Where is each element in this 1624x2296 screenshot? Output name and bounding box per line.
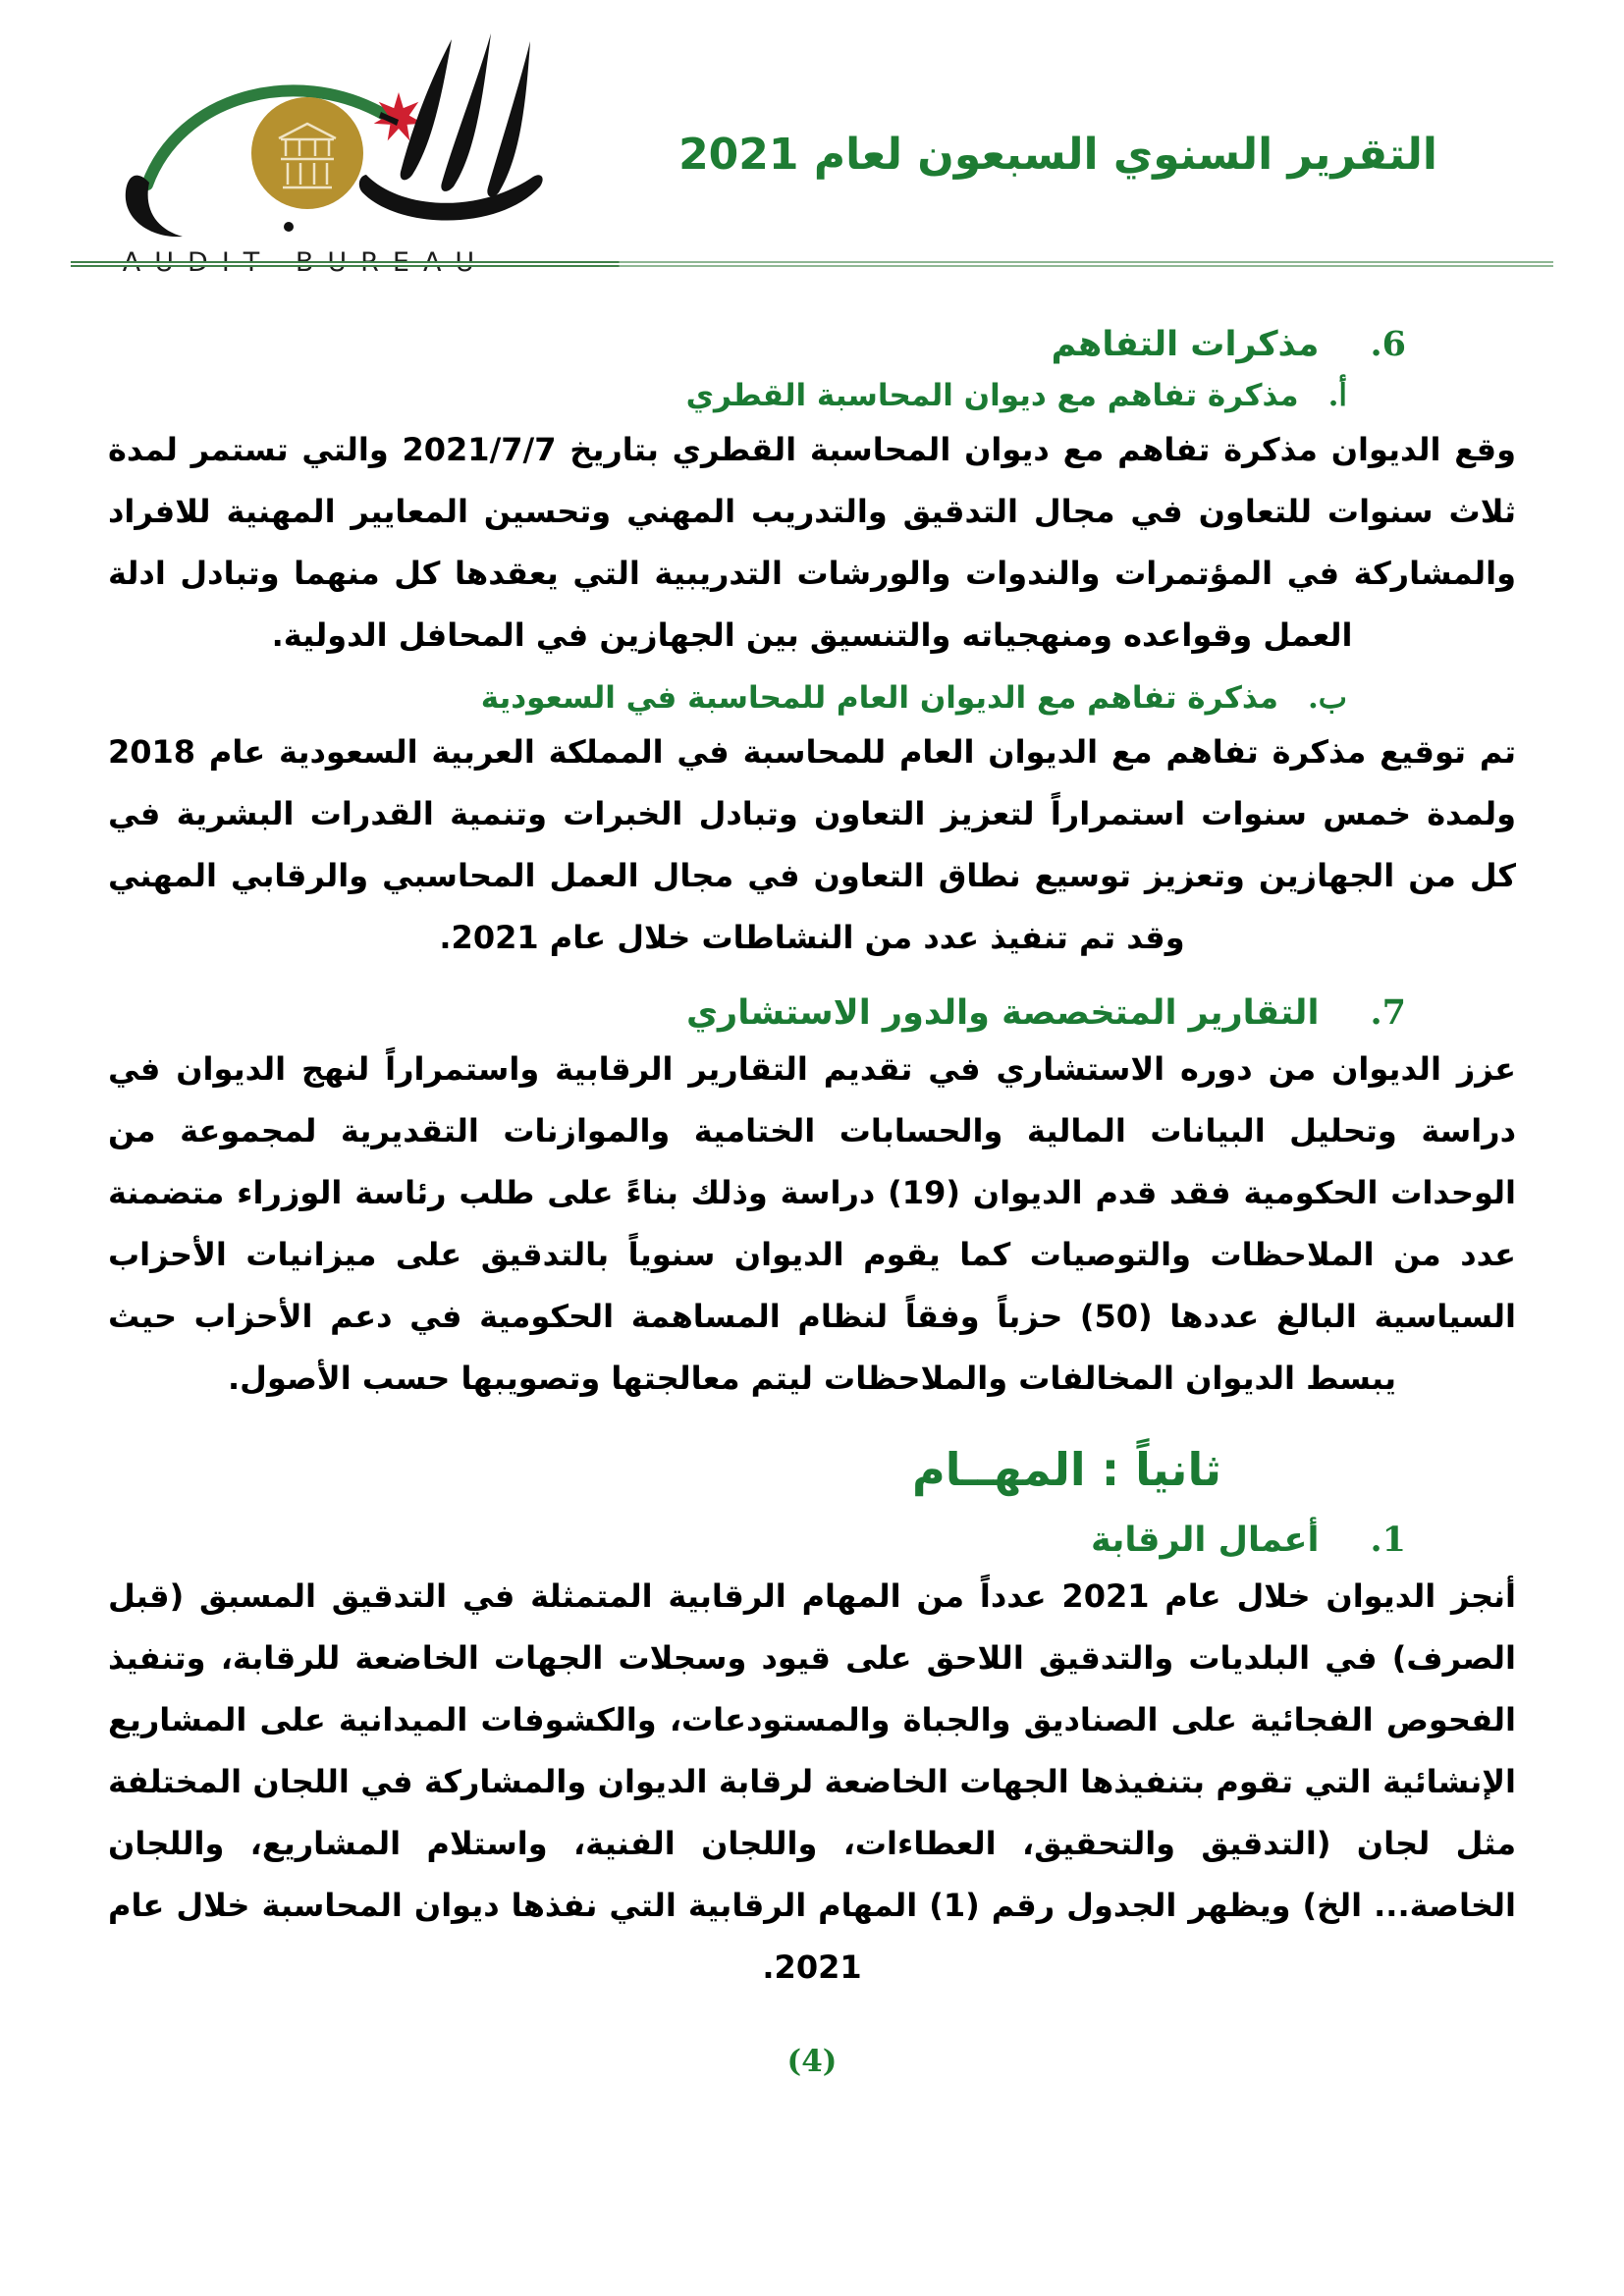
- section-7-heading: [108, 992, 1516, 1033]
- audit-bureau-logo-graphic: [86, 27, 548, 241]
- logo-gold-emblem: [251, 97, 363, 209]
- paragraph-saudi-mou: تم توقيع مذكرة تفاهم مع الديوان العام للمحاسبة في المملكة العربية السعودية عام 2018 ولمدة خمس سنوات استمراراً لتعزيز التعاون وتبادل الخبرات وتنمية القدرات البشرية في كل من الجهازين وتعزيز توسيع نطاق التعاون في مجال العمل المحاسبي والرقابي المهني وقد تم تنفيذ عدد من النشاطات خلال عام 2021.: [108, 733, 1516, 956]
- part-2-heading: [108, 1443, 1516, 1496]
- page-header: [0, 0, 1624, 257]
- section-7-title: التقارير المتخصصة والدور الاستشاري: [685, 993, 1320, 1033]
- section-1-heading: [108, 1520, 1516, 1560]
- section-6b-label: ب.: [1308, 680, 1347, 716]
- part-2-title: ثانياً : المهــام: [912, 1443, 1221, 1496]
- header-divider-rule: [71, 261, 1553, 267]
- report-title: التقرير السنوي السبعون لعام 2021: [678, 130, 1437, 180]
- section-6a-heading: [108, 378, 1516, 413]
- calligraphy-crescent-stroke: [126, 176, 183, 237]
- document-body: [0, 267, 1624, 1999]
- section-6-title: مذكرات التفاهم: [1051, 325, 1320, 364]
- paragraph-qatar-mou: وقع الديوان مذكرة تفاهم مع ديوان المحاسبة القطري بتاريخ 2021/7/7 والتي تستمر لمدة ثلاث سنوات للتعاون في مجال التدقيق والتدريب المهني وتحسين المعايير المهنية للافراد والمشاركة في المؤتمرات والندوات والورشات التدريبية التي يعقدها كل منهما وتبادل ادلة العمل وقواعده ومنهجياته والتنسيق بين الجهازين في المحافل الدولية.: [108, 431, 1516, 654]
- section-6b-title: مذكرة تفاهم مع الديوان العام للمحاسبة في السعودية: [480, 680, 1279, 716]
- section-1-title: أعمال الرقابة: [1091, 1521, 1320, 1560]
- section-7-number: 7.: [1370, 992, 1406, 1033]
- page-number: (4): [786, 2044, 838, 2079]
- section-6-heading: [108, 324, 1516, 364]
- section-6-number: 6.: [1370, 324, 1406, 364]
- paragraph-audit-works: أنجز الديوان خلال عام 2021 عدداً من المهام الرقابية المتمثلة في التدقيق المسبق (قبل الصرف) في البلديات والتدقيق اللاحق على قيود وسجلات الجهات الخاضعة للرقابة، وتنفيذ الفحوص الفجائية على الصناديق والجباة والمستودعات، والكشوفات الميدانية على المشاريع الإنشائية التي تقوم بتنفيذها الجهات الخاضعة لرقابة الديوان والمشاركة في اللجان المختلفة مثل لجان (التدقيق والتحقيق، العطاءات، واللجان الفنية، واستلام المشاريع، واللجان الخاصة... الخ) ويظهر الجدول رقم (1) المهام الرقابية التي نفذها ديوان المحاسبة خلال عام 2021.: [108, 1577, 1517, 1986]
- paragraph-advisory-role: عزز الديوان من دوره الاستشاري في تقديم التقارير الرقابية واستمراراً لنهج الديوان في دراسة وتحليل البيانات المالية والحسابات الختامية والموازنات التقديرية لمجموعة من الوحدات الحكومية فقد قدم الديوان (19) دراسة وذلك بناءً على طلب رئاسة الوزراء متضمنة عدد من الملاحظات والتوصيات كما يقوم الديوان سنوياً بالتدقيق على ميزانيات الأحزاب السياسية البالغ عددها (50) حزباً وفقاً لنظام المساهمة الحكومية في دعم الأحزاب حيث يبسط الديوان المخالفات والملاحظات ليتم معالجتها وتصويبها حسب الأصول.: [108, 1050, 1517, 1397]
- section-6b-heading: [108, 680, 1516, 716]
- section-1-number: 1.: [1370, 1520, 1406, 1560]
- audit-bureau-logo: [86, 27, 548, 278]
- section-6a-title: مذكرة تفاهم مع ديوان المحاسبة القطري: [685, 378, 1299, 413]
- section-6a-label: أ.: [1327, 378, 1347, 413]
- page-footer: [0, 2044, 1624, 2079]
